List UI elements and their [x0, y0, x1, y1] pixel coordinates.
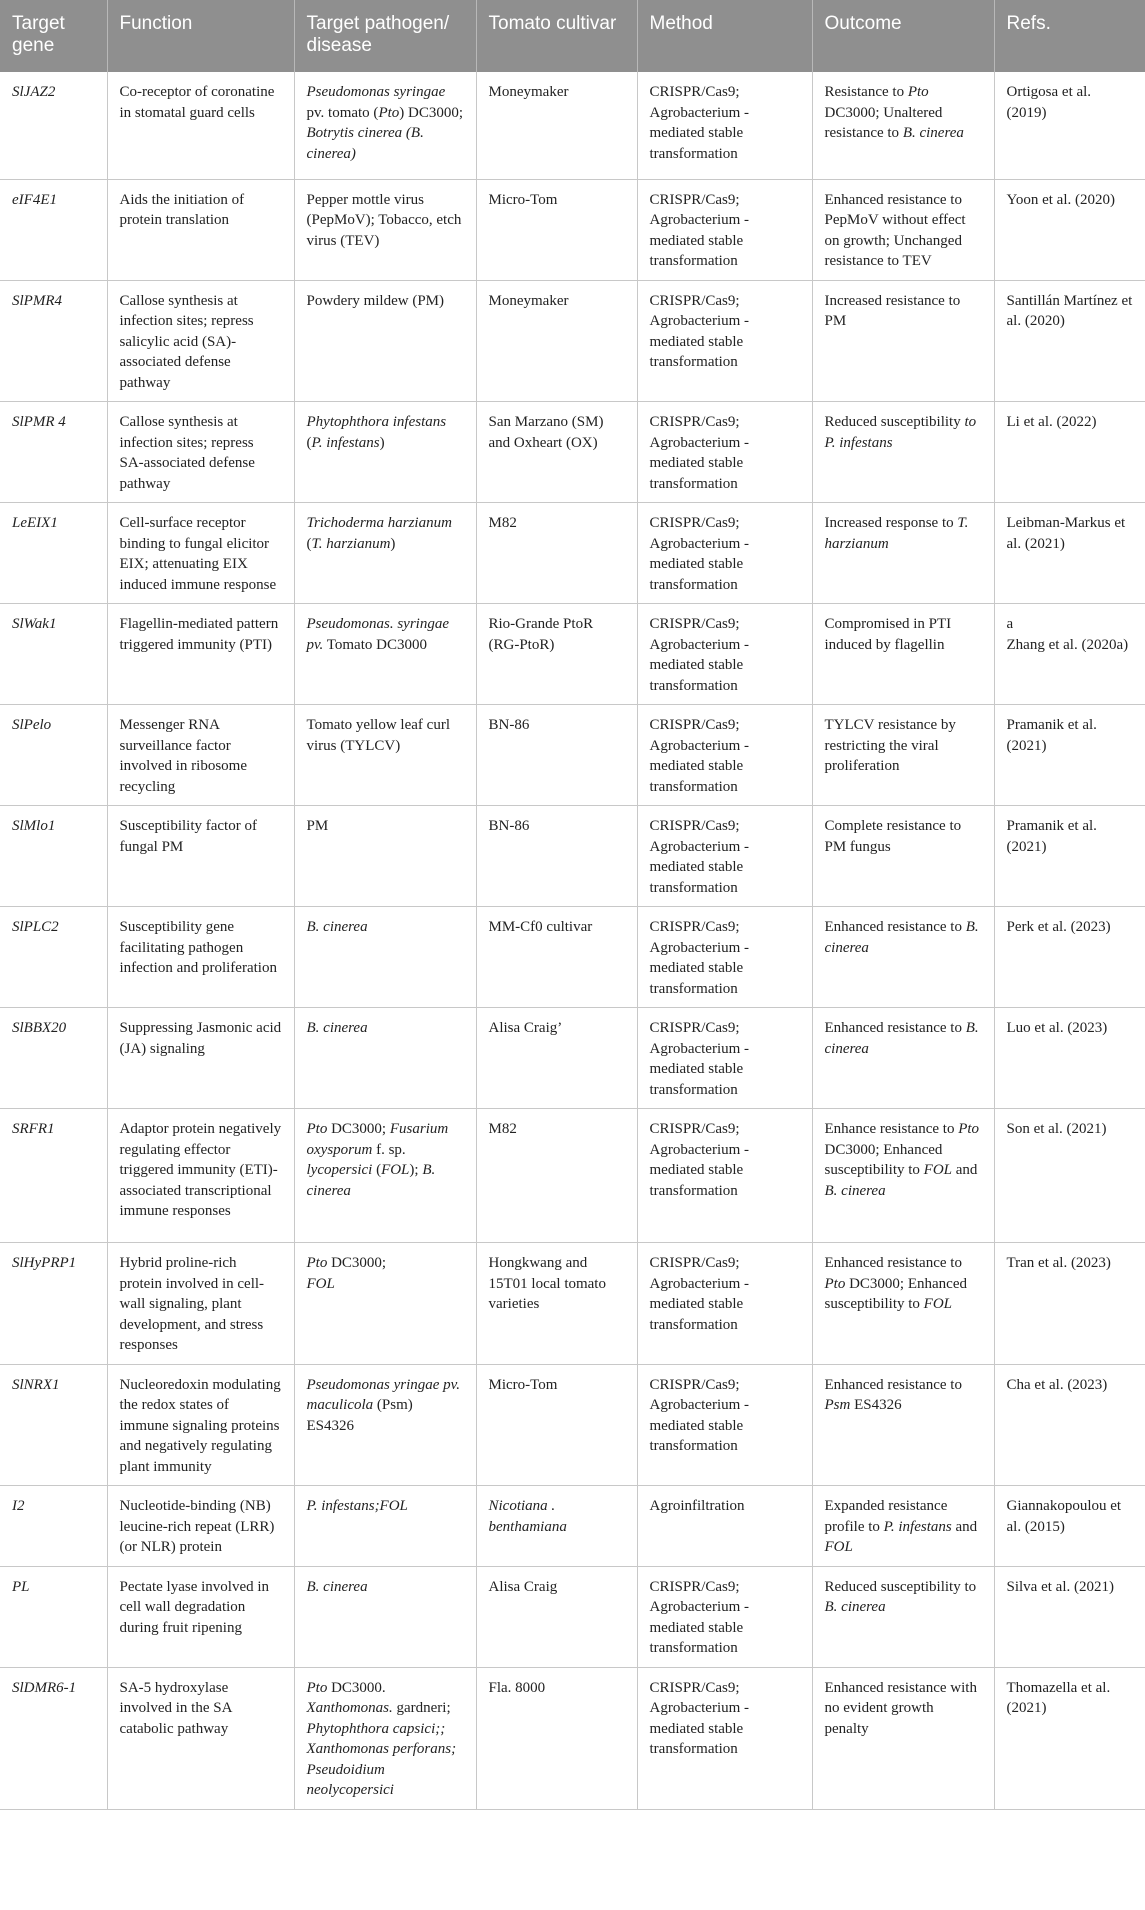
table-row	[0, 907, 1145, 1008]
table-row	[0, 1364, 1145, 1486]
cell-reference: Son et al. (2021)	[994, 1109, 1145, 1243]
table-row	[0, 705, 1145, 806]
cell-method: CRISPR/Cas9; Agrobacterium -mediated stable transformation	[637, 1566, 812, 1667]
cell-reference: Luo et al. (2023)	[994, 1008, 1145, 1109]
cell-reference: Thomazella et al. (2021)	[994, 1667, 1145, 1809]
table-body	[0, 72, 1145, 1809]
table-row	[0, 1243, 1145, 1365]
cell-tomato-cultivar: Alisa Craig’	[476, 1008, 637, 1109]
cell-tomato-cultivar: Fla. 8000	[476, 1667, 637, 1809]
cell-target-gene: SlPelo	[0, 705, 107, 806]
cell-function: Flagellin-mediated pattern triggered immunity (PTI)	[107, 604, 294, 705]
cell-tomato-cultivar: M82	[476, 1109, 637, 1243]
cell-reference: Leibman-Markus et al. (2021)	[994, 503, 1145, 604]
cell-tomato-cultivar: BN-86	[476, 806, 637, 907]
cell-outcome: Resistance to Pto DC3000; Unaltered resistance to B. cinerea	[812, 72, 994, 179]
cell-target-pathogen: B. cinerea	[294, 1008, 476, 1109]
table-row	[0, 604, 1145, 705]
cell-tomato-cultivar: MM-Cf0 cultivar	[476, 907, 637, 1008]
cell-outcome: Expanded resistance profile to P. infestans and FOL	[812, 1486, 994, 1567]
cell-target-pathogen: Pseudomonas yringae pv. maculicola (Psm) ES4326	[294, 1364, 476, 1486]
cell-tomato-cultivar: Micro-Tom	[476, 1364, 637, 1486]
cell-function: Nucleoredoxin modulating the redox states of immune signaling proteins and negatively regulating plant immunity	[107, 1364, 294, 1486]
cell-tomato-cultivar: BN-86	[476, 705, 637, 806]
table-row	[0, 503, 1145, 604]
cell-method: CRISPR/Cas9; Agrobacterium -mediated stable transformation	[637, 1364, 812, 1486]
cell-outcome: Enhanced resistance with no evident growth penalty	[812, 1667, 994, 1809]
cell-tomato-cultivar: Moneymaker	[476, 72, 637, 179]
table-row	[0, 1109, 1145, 1243]
cell-target-gene: SlWak1	[0, 604, 107, 705]
cell-method: CRISPR/Cas9; Agrobacterium -mediated stable transformation	[637, 1243, 812, 1365]
cell-reference: Ortigosa et al. (2019)	[994, 72, 1145, 179]
cell-outcome: Reduced susceptibility to P. infestans	[812, 402, 994, 503]
header-tomato-cultivar: Tomato cultivar	[476, 0, 637, 72]
cell-reference: Tran et al. (2023)	[994, 1243, 1145, 1365]
cell-method: CRISPR/Cas9; Agrobacterium -mediated stable transformation	[637, 280, 812, 402]
cell-target-gene: SlJAZ2	[0, 72, 107, 179]
cell-reference: Yoon et al. (2020)	[994, 179, 1145, 280]
cell-tomato-cultivar: San Marzano (SM) and Oxheart (OX)	[476, 402, 637, 503]
table-row	[0, 402, 1145, 503]
cell-target-pathogen: Pto DC3000; Fusarium oxysporum f. sp. lycopersici (FOL); B. cinerea	[294, 1109, 476, 1243]
cell-target-gene: SlNRX1	[0, 1364, 107, 1486]
cell-function: SA-5 hydroxylase involved in the SA catabolic pathway	[107, 1667, 294, 1809]
cell-function: Cell-surface receptor binding to fungal elicitor EIX; attenuating EIX induced immune response	[107, 503, 294, 604]
cell-function: Susceptibility factor of fungal PM	[107, 806, 294, 907]
cell-target-pathogen: Pseudomonas. syringae pv. Tomato DC3000	[294, 604, 476, 705]
cell-outcome: TYLCV resistance by restricting the viral proliferation	[812, 705, 994, 806]
cell-outcome: Reduced susceptibility to B. cinerea	[812, 1566, 994, 1667]
cell-method: CRISPR/Cas9; Agrobacterium -mediated stable transformation	[637, 1667, 812, 1809]
cell-target-pathogen: Tomato yellow leaf curl virus (TYLCV)	[294, 705, 476, 806]
cell-target-pathogen: Powdery mildew (PM)	[294, 280, 476, 402]
cell-method: CRISPR/Cas9; Agrobacterium -mediated stable transformation	[637, 604, 812, 705]
cell-reference: Pramanik et al. (2021)	[994, 705, 1145, 806]
cell-function: Adaptor protein negatively regulating effector triggered immunity (ETI)-associated transcriptional immune responses	[107, 1109, 294, 1243]
cell-outcome: Compromised in PTI induced by flagellin	[812, 604, 994, 705]
cell-method: CRISPR/Cas9; Agrobacterium -mediated stable transformation	[637, 705, 812, 806]
header-method: Method	[637, 0, 812, 72]
cell-method: Agroinfiltration	[637, 1486, 812, 1567]
cell-target-pathogen: B. cinerea	[294, 907, 476, 1008]
cell-target-pathogen: Pto DC3000. Xanthomonas. gardneri; Phytophthora capsici;; Xanthomonas perforans; Pseudoidium neolycopersici	[294, 1667, 476, 1809]
cell-method: CRISPR/Cas9; Agrobacterium -mediated stable transformation	[637, 402, 812, 503]
cell-function: Aids the initiation of protein translation	[107, 179, 294, 280]
cell-reference: Pramanik et al. (2021)	[994, 806, 1145, 907]
cell-target-gene: LeEIX1	[0, 503, 107, 604]
cell-method: CRISPR/Cas9; Agrobacterium -mediated stable transformation	[637, 179, 812, 280]
table-row	[0, 280, 1145, 402]
cell-method: CRISPR/Cas9; Agrobacterium -mediated stable transformation	[637, 907, 812, 1008]
cell-target-gene: SlPLC2	[0, 907, 107, 1008]
cell-method: CRISPR/Cas9; Agrobacterium -mediated stable transformation	[637, 806, 812, 907]
cell-function: Pectate lyase involved in cell wall degradation during fruit ripening	[107, 1566, 294, 1667]
cell-tomato-cultivar: Moneymaker	[476, 280, 637, 402]
cell-function: Hybrid proline-rich protein involved in cell-wall signaling, plant development, and stress responses	[107, 1243, 294, 1365]
cell-tomato-cultivar: Micro-Tom	[476, 179, 637, 280]
cell-reference: Li et al. (2022)	[994, 402, 1145, 503]
cell-tomato-cultivar: Hongkwang and 15T01 local tomato varieties	[476, 1243, 637, 1365]
cell-reference: Cha et al. (2023)	[994, 1364, 1145, 1486]
cell-target-gene: SRFR1	[0, 1109, 107, 1243]
cell-target-pathogen: PM	[294, 806, 476, 907]
cell-target-gene: SlPMR4	[0, 280, 107, 402]
cell-function: Suppressing Jasmonic acid (JA) signaling	[107, 1008, 294, 1109]
table-row	[0, 806, 1145, 907]
cell-reference: a Zhang et al. (2020a)	[994, 604, 1145, 705]
cell-outcome: Enhanced resistance to Psm ES4326	[812, 1364, 994, 1486]
cell-outcome: Increased resistance to PM	[812, 280, 994, 402]
cell-outcome: Enhanced resistance to B. cinerea	[812, 1008, 994, 1109]
table-row	[0, 1667, 1145, 1809]
table-row	[0, 1008, 1145, 1109]
cell-reference: Silva et al. (2021)	[994, 1566, 1145, 1667]
header-refs: Refs.	[994, 0, 1145, 72]
cell-function: Nucleotide-binding (NB) leucine-rich repeat (LRR) (or NLR) protein	[107, 1486, 294, 1567]
cell-outcome: Enhanced resistance to B. cinerea	[812, 907, 994, 1008]
header-function: Function	[107, 0, 294, 72]
table-row	[0, 1486, 1145, 1567]
table-row	[0, 1566, 1145, 1667]
header-target-pathogen: Target pathogen/ disease	[294, 0, 476, 72]
cell-outcome: Complete resistance to PM fungus	[812, 806, 994, 907]
cell-target-gene: SlMlo1	[0, 806, 107, 907]
cell-function: Susceptibility gene facilitating pathogen infection and proliferation	[107, 907, 294, 1008]
cell-target-gene: I2	[0, 1486, 107, 1567]
cell-reference: Giannakopoulou et al. (2015)	[994, 1486, 1145, 1567]
cell-reference: Perk et al. (2023)	[994, 907, 1145, 1008]
cell-reference: Santillán Martínez et al. (2020)	[994, 280, 1145, 402]
cell-tomato-cultivar: Nicotiana . benthamiana	[476, 1486, 637, 1567]
cell-outcome: Increased response to T. harzianum	[812, 503, 994, 604]
cell-target-pathogen: B. cinerea	[294, 1566, 476, 1667]
cell-outcome: Enhanced resistance to Pto DC3000; Enhanced susceptibility to FOL	[812, 1243, 994, 1365]
cell-function: Callose synthesis at infection sites; repress SA-associated defense pathway	[107, 402, 294, 503]
cell-target-gene: eIF4E1	[0, 179, 107, 280]
cell-target-pathogen: Phytophthora infestans (P. infestans)	[294, 402, 476, 503]
header-target-gene: Target gene	[0, 0, 107, 72]
cell-method: CRISPR/Cas9; Agrobacterium -mediated stable transformation	[637, 1109, 812, 1243]
cell-target-pathogen: Pto DC3000; FOL	[294, 1243, 476, 1365]
cell-target-gene: SlHyPRP1	[0, 1243, 107, 1365]
cell-target-pathogen: P. infestans;FOL	[294, 1486, 476, 1567]
cell-tomato-cultivar: Rio-Grande PtoR (RG-PtoR)	[476, 604, 637, 705]
cell-target-gene: SlPMR 4	[0, 402, 107, 503]
cell-tomato-cultivar: M82	[476, 503, 637, 604]
cell-method: CRISPR/Cas9; Agrobacterium -mediated stable transformation	[637, 503, 812, 604]
cell-target-pathogen: Pseudomonas syringae pv. tomato (Pto) DC3000; Botrytis cinerea (B. cinerea)	[294, 72, 476, 179]
cell-target-gene: PL	[0, 1566, 107, 1667]
cell-function: Callose synthesis at infection sites; repress salicylic acid (SA)-associated defense pathway	[107, 280, 294, 402]
cell-target-gene: SlBBX20	[0, 1008, 107, 1109]
cell-target-gene: SlDMR6-1	[0, 1667, 107, 1809]
cell-outcome: Enhance resistance to Pto DC3000; Enhanced susceptibility to FOL and B. cinerea	[812, 1109, 994, 1243]
cell-tomato-cultivar: Alisa Craig	[476, 1566, 637, 1667]
cell-outcome: Enhanced resistance to PepMoV without effect on growth; Unchanged resistance to TEV	[812, 179, 994, 280]
cell-target-pathogen: Pepper mottle virus (PepMoV); Tobacco, etch virus (TEV)	[294, 179, 476, 280]
cell-target-pathogen: Trichoderma harzianum (T. harzianum)	[294, 503, 476, 604]
header-row	[0, 0, 1145, 72]
cell-method: CRISPR/Cas9; Agrobacterium -mediated stable transformation	[637, 1008, 812, 1109]
header-outcome: Outcome	[812, 0, 994, 72]
table-row	[0, 179, 1145, 280]
cell-function: Messenger RNA surveillance factor involved in ribosome recycling	[107, 705, 294, 806]
cell-method: CRISPR/Cas9; Agrobacterium -mediated stable transformation	[637, 72, 812, 179]
table-row	[0, 72, 1145, 179]
cell-function: Co-receptor of coronatine in stomatal guard cells	[107, 72, 294, 179]
